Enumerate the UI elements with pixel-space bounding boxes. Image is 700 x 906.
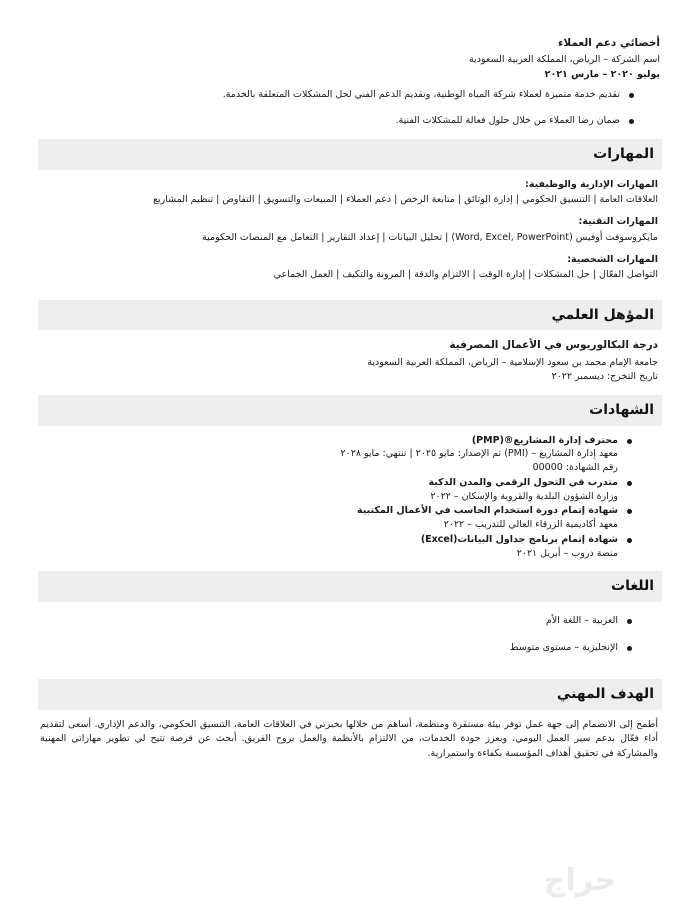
skills-heading: المهارات: [38, 139, 662, 169]
certificates-list: [40, 434, 632, 561]
certificates-heading: الشهادات: [38, 395, 662, 425]
list-item: [40, 434, 632, 475]
university-name: جامعة الإمام محمد بن سعود الإسلامية – الرياض، المملكة العربية السعودية: [367, 356, 658, 368]
skills-group-text: التواصل الفعّال | حل المشكلات | إدارة الوقت | الالتزام والدقة | المرونة والتكيف | العمل الجماعي: [273, 269, 658, 281]
certificate-name: شهادة إتمام برنامج جداول البيانات(Excel): [420, 533, 618, 545]
list-item: [40, 533, 632, 561]
certificate-name: شهادة إتمام دورة استخدام الحاسب في الأعمال المكتبية: [356, 505, 618, 517]
skills-group-label: المهارات التقنية:: [578, 216, 658, 228]
languages-heading: اللغات: [38, 571, 662, 601]
certificate-name: محترف إدارة المشاريع®(PMP): [471, 434, 618, 446]
list-item: [40, 504, 632, 532]
experience-bullets: [40, 88, 634, 128]
education-section: [40, 330, 660, 395]
certificate-name: متدرب في التحول الرقمي والمدن الذكية: [428, 476, 618, 488]
employment-dates: يوليو ٢٠٢٠ – مارس ٢٠٢١: [544, 68, 660, 80]
skills-group-text: مايكروسوفت أوفيس (Word, Excel, PowerPoint) | تحليل البيانات | إعداد التقارير | التعامل مع المنصات الحكومية: [202, 231, 658, 243]
education-heading: المؤهل العلمي: [38, 300, 662, 330]
resume-page: [40, 36, 660, 772]
certificate-detail: معهد إدارة المشاريع – (PMI) تم الإصدار: مايو ٢٠٢٥ | تنتهي: مايو ٢٠٢٨: [340, 448, 618, 460]
objective-section: [40, 710, 660, 772]
skills-section: [40, 170, 660, 301]
languages-list: [40, 614, 632, 656]
job-title: أخصائي دعم العملاء: [558, 37, 660, 49]
list-item: [40, 476, 632, 504]
company-line: اسم الشركة – الرياض، المملكة العربية السعودية: [469, 54, 660, 66]
certificate-detail: معهد أكاديمية الزرقاء العالي للتدريب – ٢٠٢٢: [443, 519, 618, 531]
list-item: العربية – اللغة الأم: [40, 614, 632, 628]
skills-group-label: المهارات الإدارية والوظيفية:: [525, 178, 658, 190]
list-item: تقديم خدمة متميزة لعملاء شركة المياه الوطنية، وتقديم الدعم الفني لحل المشكلات المتعلقة بالخدمة.: [40, 88, 634, 102]
list-item: ضمان رضا العملاء من خلال حلول فعالة للمشكلات الفنية.: [40, 114, 634, 128]
watermark-logo: [500, 862, 660, 898]
certificate-detail: منصة دروب – أبريل ٢٠٢١: [516, 547, 618, 559]
degree-title: درجة البكالوريوس في الأعمال المصرفية: [449, 339, 658, 352]
certificate-detail: وزارة الشؤون البلدية والقروية والإسكان – ٢٠٢٢: [430, 490, 618, 502]
watermark-text: حراج: [543, 863, 617, 898]
graduation-date: تاريخ التخرج: ديسمبر ٢٠٢٢: [551, 371, 658, 383]
skills-group-label: المهارات الشخصية:: [567, 253, 658, 265]
list-item: الإنجليزية – مستوى متوسط: [40, 641, 632, 655]
objective-heading: الهدف المهني: [38, 679, 662, 709]
objective-text: أطمح إلى الانضمام إلى جهة عمل توفر بيئة مستقرة ومنظمة، أساهم من خلالها بخبرتي في العلاقات العامة، التنسيق الحكومي، والدعم الإداري. أسعى لتقديم أداء فعّال بدعم سير العمل اليومي، وبعزز جودة الخدمات، من الالتزام بالأنظمة والعمل بروح الفريق. أبحث عن فرصة تتيح لي تطوير مهاراتي المهنية والمشاركة في تحقيق أهداف المؤسسة بكفاءة واستمرارية.: [40, 718, 658, 759]
certificate-detail: رقم الشهادة: 00000: [532, 462, 618, 474]
skills-group-text: العلاقات العامة | التنسيق الحكومي | إدارة الوثائق | متابعة الرخص | دعم العملاء | المبيعات والتسويق | التفاوض | تنظيم المشاريع: [152, 194, 658, 206]
languages-section: [40, 602, 660, 680]
experience-entry: [40, 36, 660, 127]
certificates-section: [40, 426, 660, 572]
